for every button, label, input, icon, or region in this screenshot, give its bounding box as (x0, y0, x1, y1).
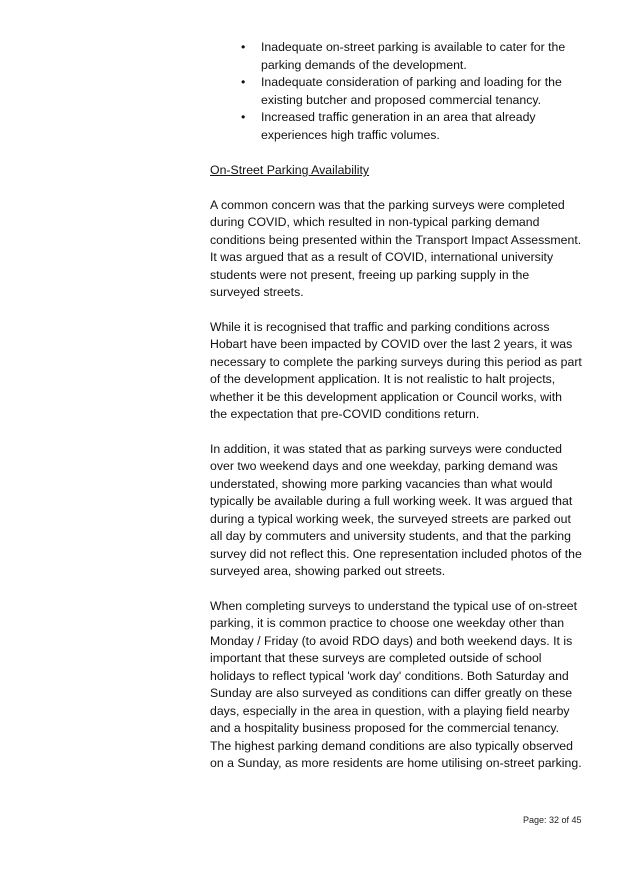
paragraph: When completing surveys to understand the typical use of on-street parking, it is common practice to choose one weekday other than Monday / Friday (to avoid RDO days) and both weekend days. It is important that these surveys are completed outside of school holidays to reflect typical 'work day' conditions. Both Saturday and Sunday are also surveyed as conditions can differ greatly on these days, especially in the area in question, with a playing field nearby and a hospitality business proposed for the commercial tenancy. The highest parking demand conditions are also typically observed on a Sunday, as more residents are home utilising on-street parking. (210, 598, 582, 770)
section-heading: On-Street Parking Availability (210, 163, 370, 177)
paragraph: In addition, it was stated that as parking surveys were conducted over two weekend days and one weekday, parking demand was understated, showing more parking vacancies than what would typically be available during a full working week. It was argued that during a typical working week, the surveyed streets are parked out all day by commuters and university students, and that the parking survey did not reflect this. One representation included photos of the surveyed area, showing parked out streets. (210, 441, 582, 578)
page-content (210, 39, 582, 773)
paragraph: A common concern was that the parking surveys were completed during COVID, which resulted in non-typical parking demand conditions being presented within the Transport Impact Assessment. It was argued that as a result of COVID, international university students were not present, freeing up parking supply in the surveyed streets. (210, 197, 582, 299)
bullet-text: Inadequate consideration of parking and loading for the existing butcher and proposed commercial tenancy. (261, 75, 562, 107)
bullet-item (210, 109, 582, 144)
concerns-bullet-list (210, 39, 582, 144)
bullet-marker: • (241, 110, 246, 124)
page-number: Page: 32 of 45 (523, 815, 582, 825)
bullet-marker: • (241, 40, 246, 54)
bullet-text: Inadequate on-street parking is available to cater for the parking demands of the development. (261, 40, 566, 72)
paragraph: While it is recognised that traffic and parking conditions across Hobart have been impacted by COVID over the last 2 years, it was necessary to complete the parking surveys during this period as part of the development application. It is not realistic to halt projects, whether it be this development application or Council works, with the expectation that pre-COVID conditions return. (210, 319, 582, 421)
bullet-text: Increased traffic generation in an area that already experiences high traffic volumes. (261, 110, 536, 142)
bullet-marker: • (241, 75, 246, 89)
bullet-item (210, 39, 582, 74)
bullet-item (210, 74, 582, 109)
